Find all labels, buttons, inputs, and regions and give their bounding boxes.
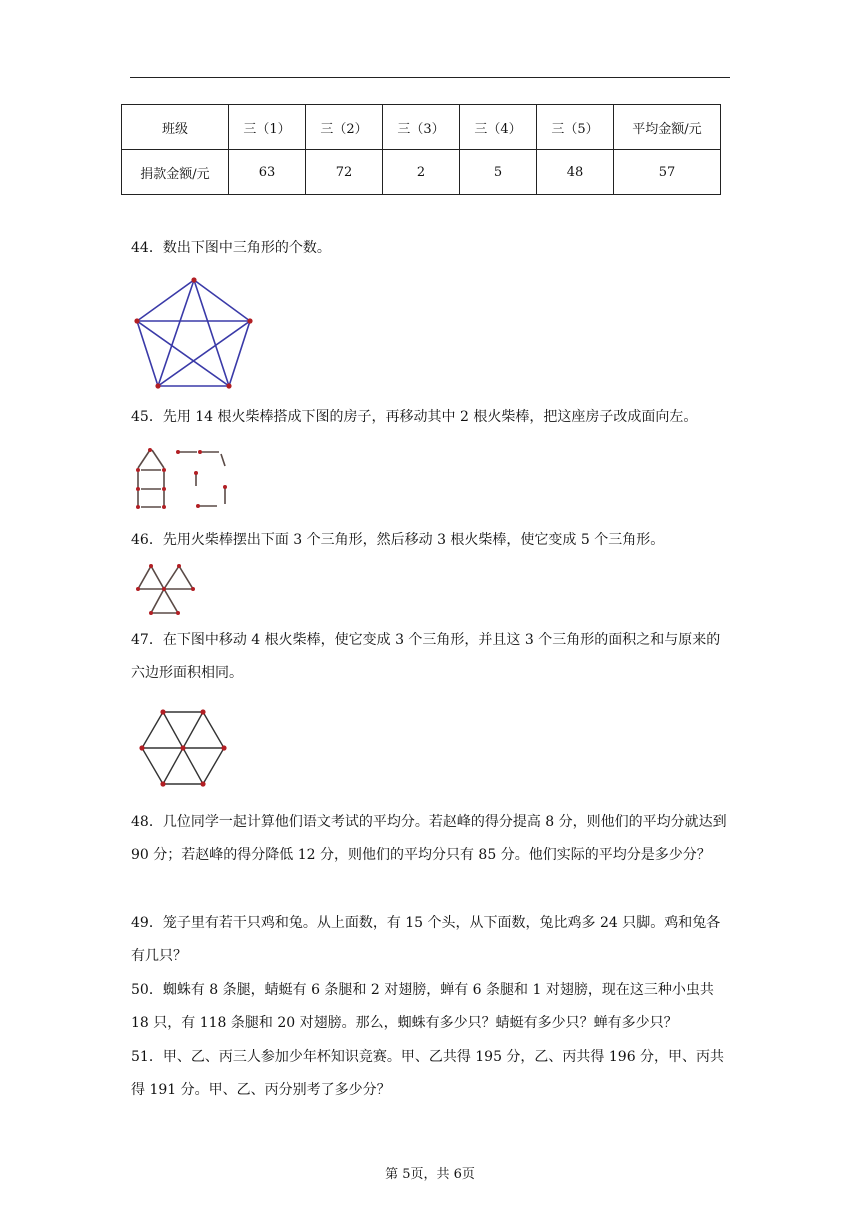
table-cell: 三（5） (537, 105, 614, 150)
page-footer: 第 5页，共 6页 (385, 1167, 475, 1182)
table-cell: 48 (537, 150, 614, 195)
donation-table (121, 104, 721, 195)
table-cell: 63 (229, 150, 306, 195)
question-48: 48．几位同学一起计算他们语文考试的平均分。若赵峰的得分提高 8 分，则他们的平均分就达到 90 分；若赵峰的得分降低 12 分，则他们的平均分只有 85 分。他们实际的平均分是多少分？ (131, 814, 727, 863)
table-cell: 三（3） (383, 105, 460, 150)
question-46: 46．先用火柴棒摆出下面 3 个三角形，然后移动 3 根火柴棒，使它变成 5 个三角形。 (131, 532, 665, 548)
table-cell: 三（2） (306, 105, 383, 150)
question-49: 49．笼子里有若干只鸡和兔。从上面数，有 15 个头，从下面数，兔比鸡多 24 只脚。鸡和兔各有几只？ (131, 915, 721, 964)
matchstick-house-figure (130, 442, 230, 512)
question-51: 51．甲、乙、丙三人参加少年杯知识竞赛。甲、乙共得 195 分，乙、丙共得 196 分，甲、丙共得 191 分。甲、乙、丙分别考了多少分？ (131, 1049, 725, 1098)
table-header-row (122, 105, 721, 150)
table-cell: 三（1） (229, 105, 306, 150)
pentagram-figure (130, 272, 258, 392)
table-cell: 三（4） (460, 105, 537, 150)
table-cell: 班级 (122, 105, 229, 150)
matchstick-triangles-figure (130, 560, 206, 624)
question-45: 45．先用 14 根火柴棒搭成下图的房子，再移动其中 2 根火柴棒，把这座房子改成面向左。 (131, 409, 698, 425)
question-44: 44．数出下图中三角形的个数。 (131, 240, 331, 256)
table-cell: 57 (614, 150, 721, 195)
question-47: 47．在下图中移动 4 根火柴棒，使它变成 3 个三角形，并且这 3 个三角形的面积之和与原来的六边形面积相同。 (131, 632, 721, 681)
table-cell: 5 (460, 150, 537, 195)
table-cell: 平均金额/元 (614, 105, 721, 150)
question-50: 50．蜘蛛有 8 条腿，蜻蜓有 6 条腿和 2 对翅膀，蝉有 6 条腿和 1 对翅膀，现在这三种小虫共 18 只，有 118 条腿和 20 对翅膀。那么，蜘蛛有多少只？蜻蜓有多少只？蝉有多少只？ (131, 982, 714, 1031)
table-row (122, 150, 721, 195)
table-cell: 捐款金额/元 (122, 150, 229, 195)
table-cell: 72 (306, 150, 383, 195)
header-rule (130, 77, 730, 78)
table-cell: 2 (383, 150, 460, 195)
hexagon-figure (130, 703, 232, 793)
